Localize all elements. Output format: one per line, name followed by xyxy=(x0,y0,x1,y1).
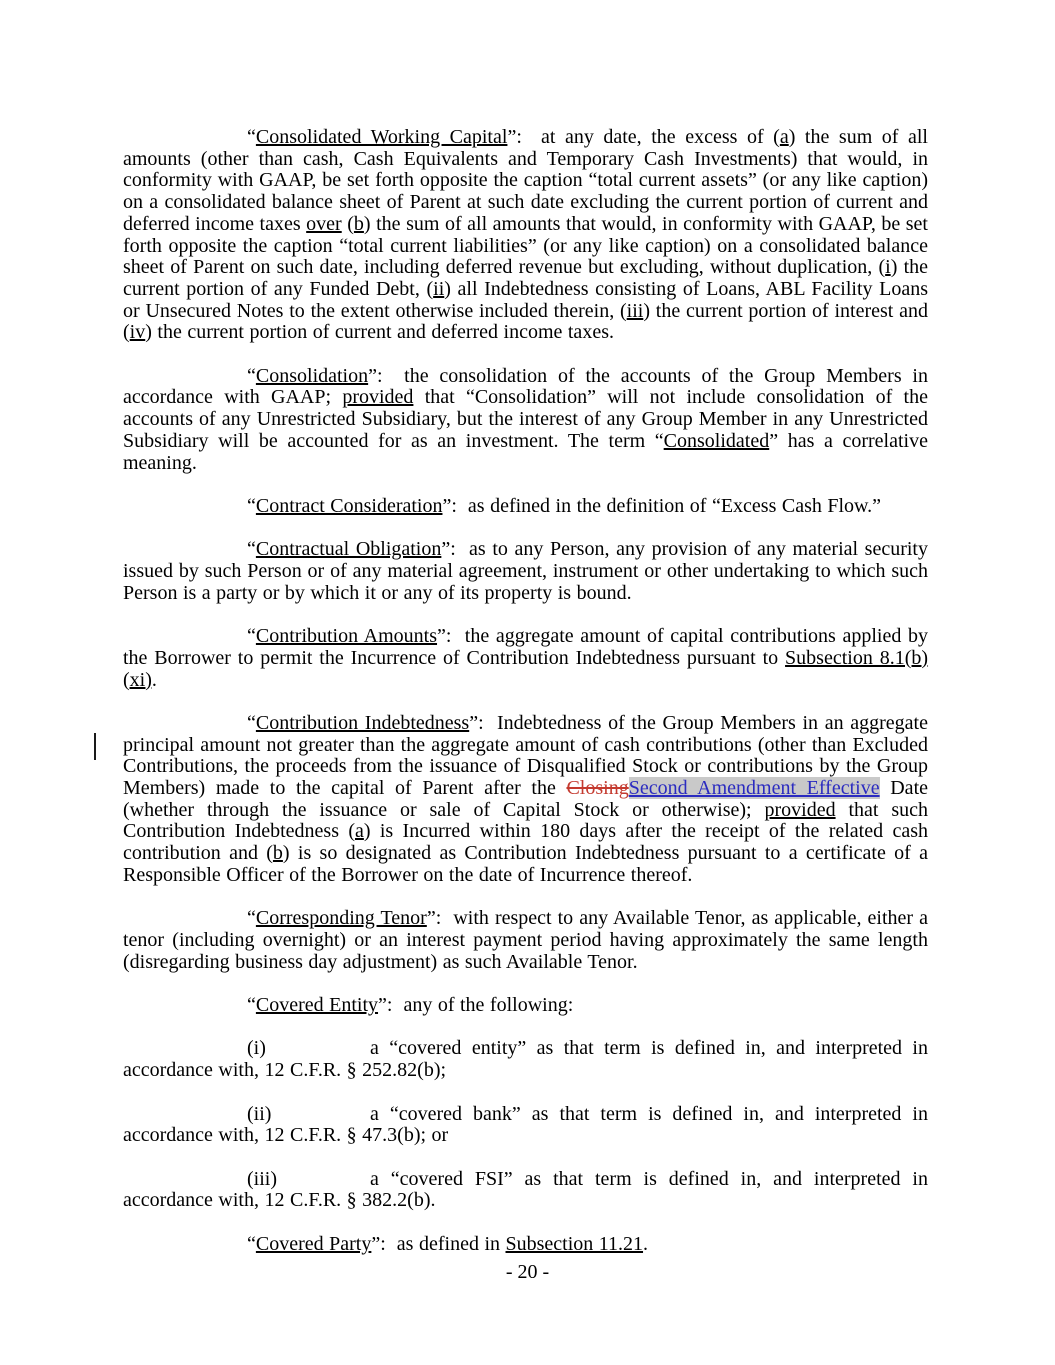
text-segment: ”: any of the following: xyxy=(378,994,574,1017)
cross-reference: Subsection 11.21 xyxy=(505,1232,644,1255)
text-segment: ( xyxy=(341,212,354,235)
paragraph-contribution-amounts xyxy=(123,626,928,691)
defined-term: Covered Party xyxy=(255,1232,372,1255)
text-segment: ) is so designated as Contribution Indebtedness pursuant to a certificate of a Responsible Officer of the Borrower on the date of Incurrence thereof. xyxy=(123,842,928,886)
paragraph-covered-party xyxy=(123,1234,928,1256)
text-segment: iv xyxy=(129,321,146,344)
defined-term: Contractual Obligation xyxy=(255,538,442,561)
text-segment: “ xyxy=(247,538,256,561)
text-segment: ) the current portion of current and deferred income taxes. xyxy=(145,321,614,344)
text-segment: a “covered FSI” as that term is defined in, and interpreted in accordance with, 12 C.F.R. § 382.2(b). xyxy=(123,1167,928,1212)
text-segment: ”: as defined in xyxy=(371,1232,506,1255)
paragraph-covered-entity-item-ii xyxy=(123,1104,928,1147)
text-segment: “ xyxy=(247,364,256,387)
list-marker: (iii) xyxy=(247,1167,277,1190)
cross-reference: Subsection 8.1(b)(xi) xyxy=(123,646,929,691)
defined-term: Contract Consideration xyxy=(255,494,443,517)
text-segment: “ xyxy=(247,994,256,1017)
text-segment: Consolidated xyxy=(663,429,770,452)
inserted-text: Second Amendment Effective xyxy=(628,777,880,800)
text-segment: over xyxy=(306,212,342,235)
text-segment: a “covered bank” as that term is defined in, and interpreted in accordance with, 12 C.F.R. § 47.3(b); or xyxy=(123,1102,928,1147)
paragraph-contract-consideration xyxy=(123,496,928,518)
text-segment: ) the sum of all amounts (other than cash, Cash Equivalents and Temporary Cash Investments) that would, in conformity with GAAP, be set forth opposite the caption “total current assets” (or any like caption) on a consolidated balance sheet of Parent at such date excluding the current portion of current and deferred income taxes xyxy=(123,126,928,235)
text-segment: ”: at any date, the excess of ( xyxy=(507,126,780,148)
text-segment: ”: Indebtedness of the Group Members in an aggregate principal amount not greater than the aggregate amount of cash contributions (other than Excluded Contributions, the proceeds from the issuance of Disqualified Stock or contributions by the Group Members) made to the capital of Parent after the xyxy=(123,711,928,800)
text-segment: “ xyxy=(247,1232,256,1255)
paragraph-corresponding-tenor xyxy=(123,908,928,973)
deleted-text: Closing xyxy=(566,777,629,800)
text-segment: ” has a correlative meaning. xyxy=(123,429,928,474)
paragraph-covered-entity-item-i xyxy=(123,1038,928,1081)
text-segment: . xyxy=(151,668,157,691)
change-bar xyxy=(94,733,96,760)
text-segment: “ xyxy=(247,711,256,734)
defined-term: Consolidation xyxy=(255,364,369,387)
defined-term: Contribution Amounts xyxy=(255,625,438,648)
text-segment: ”: as to any Person, any provision of any material security issued by such Person or of any material agreement, instrument or other undertaking to which such Person is a party or by which it or any of its property is bound. xyxy=(123,538,928,604)
text-segment: i xyxy=(885,256,891,279)
text-segment: b xyxy=(353,212,364,235)
defined-term: Covered Entity xyxy=(255,994,379,1017)
text-segment: “ xyxy=(247,494,256,517)
text-segment: ) the current portion of any Funded Debt, ( xyxy=(123,256,929,300)
text-segment: a “covered entity” as that term is defined in, and interpreted in accordance with, 12 C.F.R. § 252.82(b); xyxy=(123,1037,928,1082)
text-segment: Date (whether through the issuance or sale of Capital Stock or otherwise); xyxy=(123,777,928,821)
text-segment: “ xyxy=(247,907,256,930)
document-body xyxy=(123,127,928,1255)
paragraph-contractual-obligation xyxy=(123,539,928,604)
paragraph-covered-entity-item-iii xyxy=(123,1169,928,1212)
text-segment: that “Consolidation” will not include consolidation of the accounts of any Unrestricted Subsidiary, but the interest of any Group Member in any Unrestricted Subsidiary will be accounted for as an investment. The term “ xyxy=(123,386,928,452)
defined-term: Consolidated Working Capital xyxy=(255,126,508,148)
text-segment: provided xyxy=(342,386,414,409)
text-segment: ) the current portion of interest and ( xyxy=(123,299,928,344)
page-number: - 20 - xyxy=(505,1261,550,1283)
defined-term: Contribution Indebtedness xyxy=(255,711,470,734)
text-segment: ii xyxy=(433,277,445,300)
text-segment: “ xyxy=(247,126,256,148)
text-segment: ) all Indebtedness consisting of Loans, ABL Facility Loans or Unsecured Notes to the extent otherwise included therein, ( xyxy=(123,277,928,322)
text-segment: ”: with respect to any Available Tenor, as applicable, either a tenor (including overnight) or an interest payment period having approximately the same length (disregarding business day adjustment) as such Available Tenor. xyxy=(123,907,928,973)
text-segment: ”: the consolidation of the accounts of the Group Members in accordance with GAAP; xyxy=(123,364,928,409)
text-segment: ) the sum of all amounts that would, in conformity with GAAP, be set forth opposite the caption “total current liabilities” (or any like caption) on a consolidated balance sheet of Parent on such date, including deferred revenue but excluding, without duplication, ( xyxy=(123,212,928,279)
text-segment: b xyxy=(272,842,283,865)
text-segment: that such Contribution Indebtedness ( xyxy=(123,798,928,843)
text-segment: a xyxy=(779,126,789,148)
text-segment: “ xyxy=(247,625,256,648)
paragraph-consolidated-working-capital xyxy=(123,127,928,344)
list-marker: (ii) xyxy=(247,1102,272,1125)
text-segment: ”: as defined in the definition of “Excess Cash Flow.” xyxy=(442,494,882,517)
text-segment: ) is Incurred within 180 days after the receipt of the related cash contribution and ( xyxy=(123,820,928,865)
text-segment: ”: the aggregate amount of capital contributions applied by the Borrower to permit the Incurrence of Contribution Indebtedness pursuant to xyxy=(123,625,928,669)
paragraph-consolidation xyxy=(123,366,928,475)
paragraph-covered-entity xyxy=(123,995,928,1017)
text-segment: iii xyxy=(626,299,644,322)
text-segment: . xyxy=(643,1232,649,1255)
paragraph-contribution-indebtedness xyxy=(123,713,928,887)
text-segment: a xyxy=(354,820,364,843)
list-marker: (i) xyxy=(247,1037,266,1060)
defined-term: Corresponding Tenor xyxy=(255,907,427,930)
text-segment: provided xyxy=(764,798,836,821)
